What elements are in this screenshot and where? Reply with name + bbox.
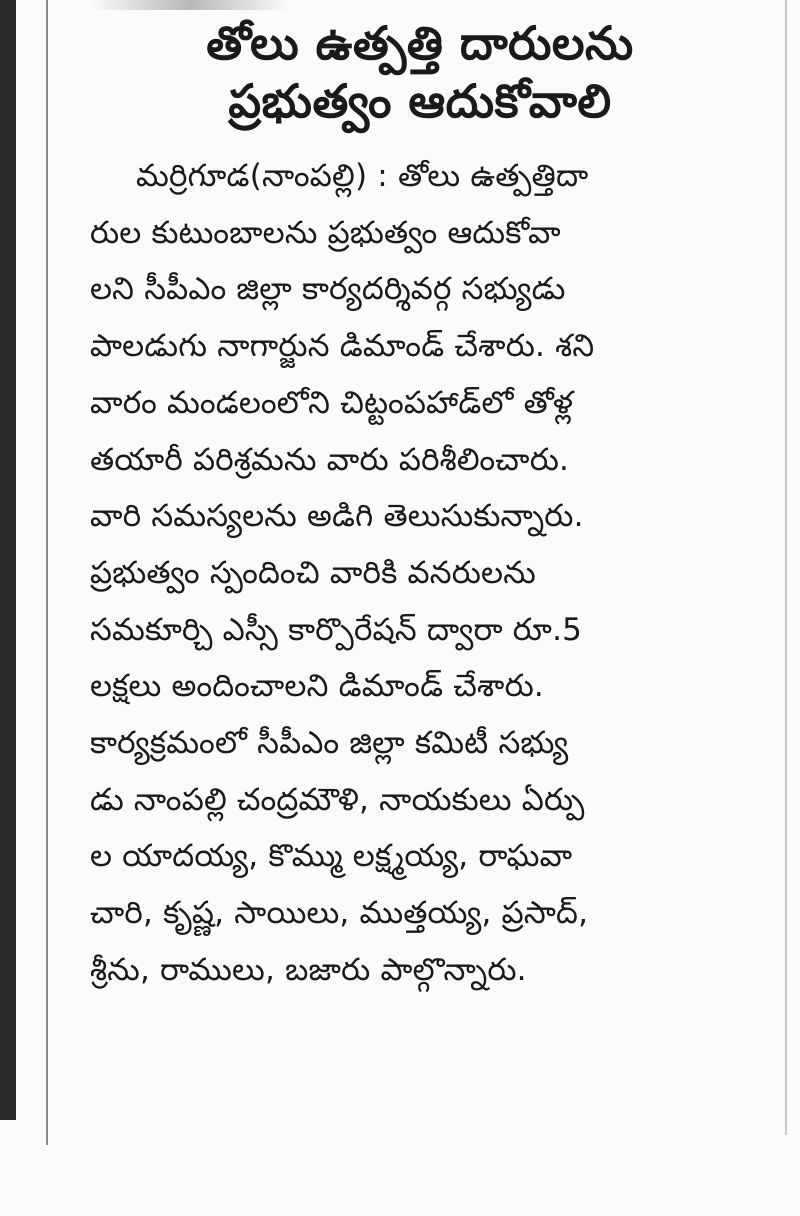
body-line: వారి సమస్యలను అడిగి తెలుసుకున్నారు. (90, 498, 584, 535)
body-line: సమకూర్చి ఎస్సీ కార్పొరేషన్ ద్వారా రూ.5 (90, 611, 583, 648)
column-divider (46, 0, 48, 1145)
article-headline (90, 14, 750, 130)
headline-line: ప్రభుత్వం ఆదుకోవాలి (228, 74, 612, 128)
article-body (90, 148, 750, 999)
body-line: మర్రిగూడ(నాంపల్లి) : తోలు ఉత్పత్తిదా (136, 158, 589, 194)
body-line: తయారీ పరిశ్రమను వారు పరిశీలించారు. (90, 441, 570, 478)
body-line: డు నాంపల్లి చంద్రమౌళి, నాయకులు ఏర్పు (90, 781, 585, 818)
body-line: రుల కుటుంబాలను ప్రభుత్వం ఆదుకోవా (90, 214, 561, 251)
body-line: పాలడుగు నాగార్జున డిమాండ్ చేశారు. శని (90, 328, 595, 365)
body-line: కార్యక్రమంలో సీపీఎం జిల్లా కమిటీ సభ్యు (90, 725, 569, 762)
body-line: శ్రీను, రాములు, బజారు పాల్గొన్నారు. (90, 951, 527, 988)
clipped-previous-text (90, 0, 290, 10)
right-column-divider (785, 0, 787, 1135)
news-article (90, 14, 750, 999)
left-page-edge (0, 0, 16, 1120)
body-line: వారం మండలంలోని చిట్టంపహాడ్‌లో తోళ్ల (90, 384, 574, 421)
body-line: లని సీపీఎం జిల్లా కార్యదర్శివర్గ సభ్యుడు (90, 271, 566, 308)
body-line: ప్రభుత్వం స్పందించి వారికి వనరులను (90, 554, 536, 591)
body-line: చారి, కృష్ణ, సాయిలు, ముత్తయ్య, ప్రసాద్, (90, 895, 589, 932)
headline-line: తోలు ఉత్పత్తి దారులను (206, 16, 634, 70)
body-line: లక్షలు అందించాలని డిమాండ్ చేశారు. (90, 668, 544, 705)
body-line: ల యాదయ్య, కొమ్ము లక్ష్మయ్య, రాఘవా (90, 838, 573, 875)
